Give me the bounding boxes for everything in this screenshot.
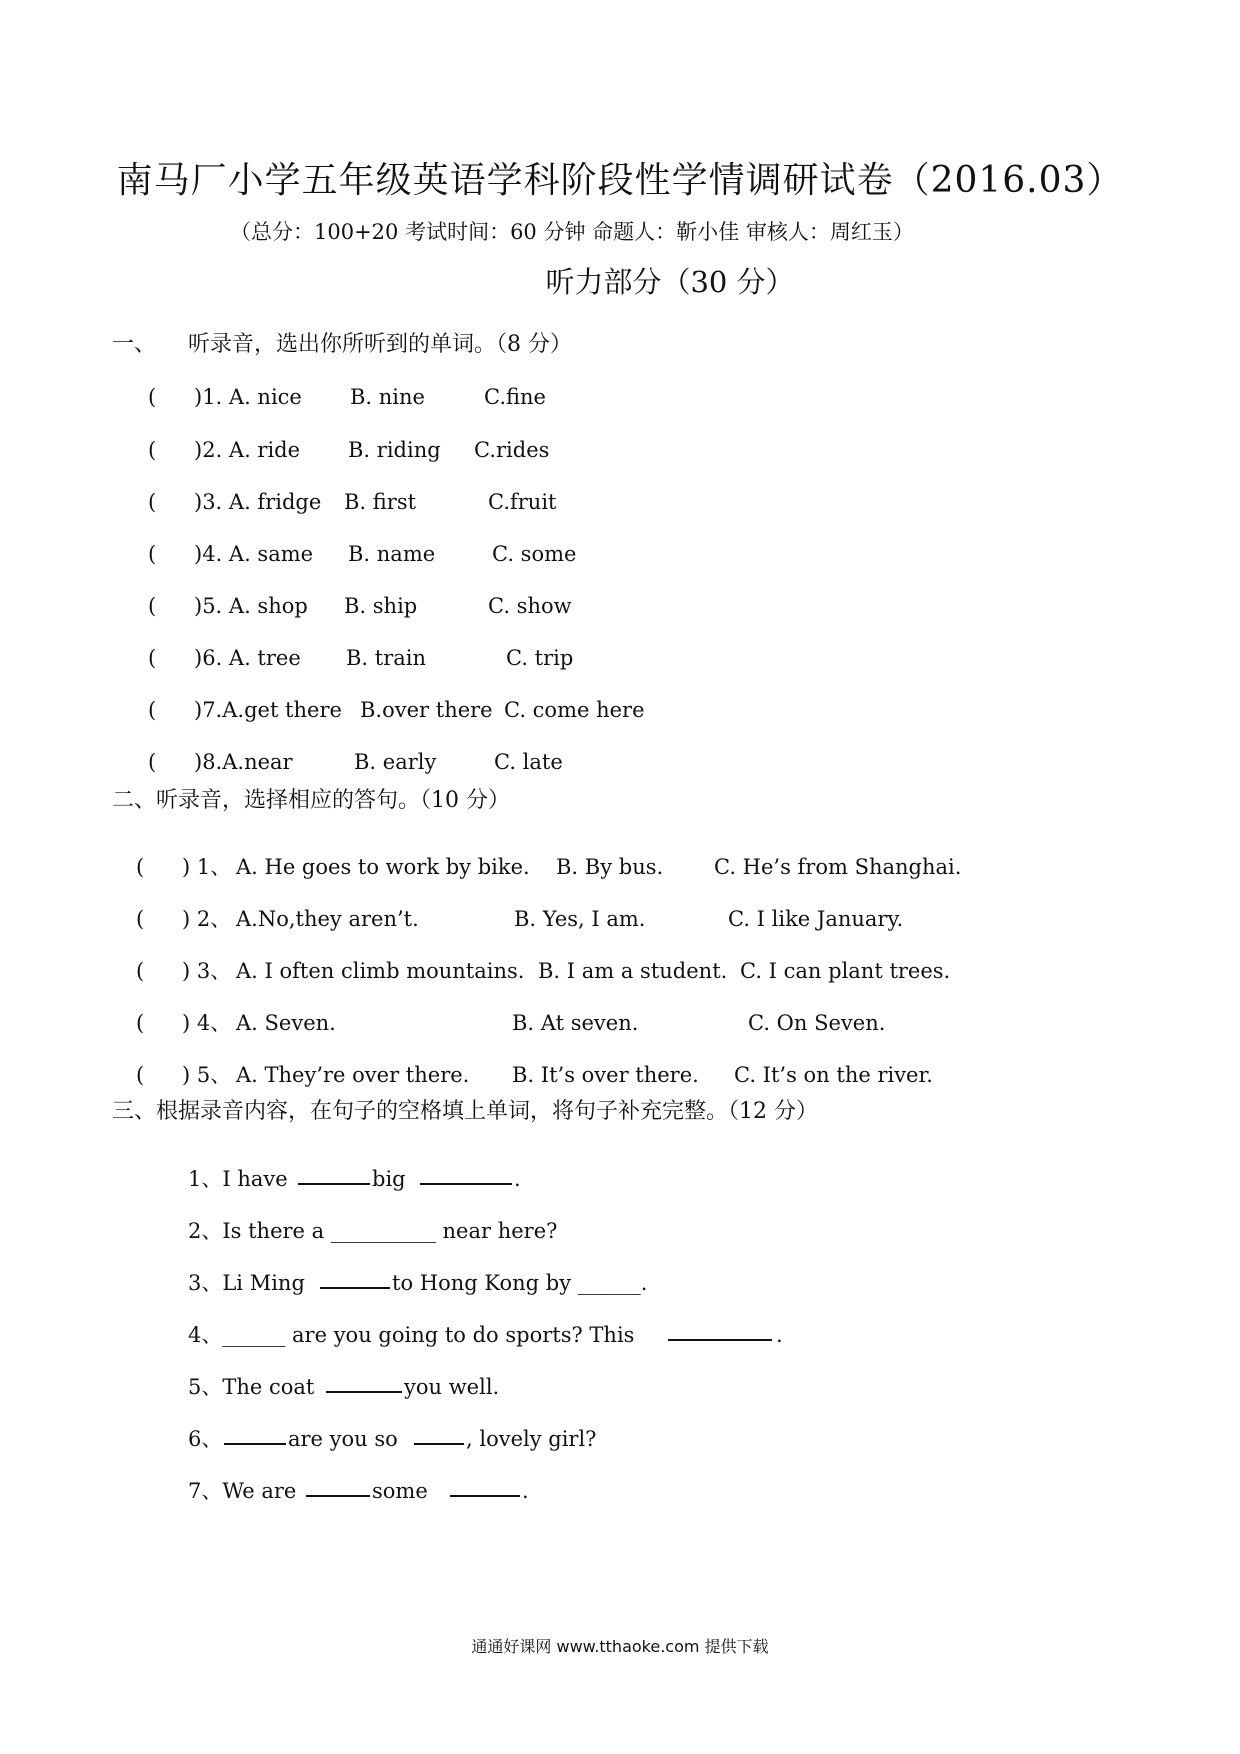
answer-bracket: ( (148, 490, 157, 514)
option-b: B. train (346, 646, 427, 670)
answer-bracket: ( (136, 959, 145, 983)
answer-bracket: ( (148, 594, 157, 618)
option-b: B. Yes, I am. (514, 907, 646, 931)
answer-bracket: ( (136, 907, 145, 931)
option-b: B. I am a student. (538, 959, 728, 983)
sentence-text: big (372, 1167, 406, 1191)
part1-item (148, 538, 848, 570)
option-a: A. Seven. (236, 1011, 336, 1035)
part2-item (136, 955, 996, 987)
option-b: B. name (348, 542, 436, 566)
option-c: C. some (492, 542, 577, 566)
answer-blank[interactable] (326, 1371, 402, 1393)
fill-blank-item (188, 1475, 888, 1507)
sentence-text: 1、I have (188, 1167, 288, 1191)
answer-blank[interactable] (320, 1267, 390, 1289)
answer-bracket: ( (136, 855, 145, 879)
part1-item (148, 642, 848, 674)
fill-blank-item (188, 1371, 888, 1403)
option-b: B. first (344, 490, 417, 514)
fill-blank-item (188, 1423, 888, 1455)
sentence-text: . (776, 1323, 783, 1347)
fill-blank-item (188, 1319, 888, 1351)
answer-bracket: ( (148, 385, 157, 409)
option-b: B. By bus. (556, 855, 664, 879)
part2-item (136, 1007, 996, 1039)
item-number: ) 5、 (182, 1063, 232, 1087)
part1-item (148, 381, 848, 413)
option-a: )8.A.near (194, 750, 293, 774)
answer-bracket: ( (148, 646, 157, 670)
item-number: ) 1、 (182, 855, 232, 879)
sentence-text: you well. (404, 1375, 500, 1399)
part1-item (148, 746, 848, 778)
answer-blank[interactable] (298, 1163, 370, 1185)
option-b: B. nine (350, 385, 425, 409)
sentence-text: 2、Is there a __________ near here? (188, 1219, 558, 1243)
option-b: B. early (354, 750, 437, 774)
sentence-text: 6、 (188, 1427, 223, 1451)
option-a: )6. A. tree (194, 646, 301, 670)
answer-blank[interactable] (668, 1319, 772, 1341)
option-a: A. He goes to work by bike. (236, 855, 530, 879)
answer-bracket: ( (136, 1063, 145, 1087)
sentence-text: to Hong Kong by ______. (392, 1271, 648, 1295)
option-b: B. It’s over there. (512, 1063, 699, 1087)
part1-heading-text: 听录音，选出你所听到的单词。（8 分） (188, 332, 572, 357)
option-b: B. riding (348, 438, 441, 462)
option-a: )7.A.get there (194, 698, 342, 722)
option-c: C. I like January. (728, 907, 904, 931)
option-c: C.fine (484, 385, 546, 409)
item-number: ) 4、 (182, 1011, 232, 1035)
exam-subtitle: （总分：100+20 考试时间：60 分钟 命题人：靳小佳 审核人：周红玉） (230, 220, 914, 244)
part1-heading-number: 一、 (112, 332, 157, 357)
option-c: C. I can plant trees. (740, 959, 951, 983)
sentence-text: 4、______ are you going to do sports? This (188, 1323, 635, 1347)
answer-bracket: ( (148, 750, 157, 774)
answer-bracket: ( (148, 438, 157, 462)
answer-blank[interactable] (224, 1423, 286, 1445)
option-a: )1. A. nice (194, 385, 302, 409)
sentence-text: 3、Li Ming (188, 1271, 305, 1295)
part1-heading (112, 330, 572, 360)
sentence-text: . (522, 1479, 529, 1503)
option-a: A.No,they aren’t. (236, 907, 419, 931)
item-number: ) 2、 (182, 907, 232, 931)
part2-heading: 二、听录音，选择相应的答句。（10 分） (112, 788, 510, 813)
sentence-text: 7、We are (188, 1479, 297, 1503)
option-a: A. They’re over there. (236, 1063, 470, 1087)
option-c: C. trip (506, 646, 574, 670)
part1-item (148, 486, 848, 518)
option-a: )4. A. same (194, 542, 314, 566)
part1-item (148, 434, 848, 466)
part2-item (136, 903, 996, 935)
option-a: )2. A. ride (194, 438, 301, 462)
sentence-text: some (372, 1479, 428, 1503)
answer-bracket: ( (136, 1011, 145, 1035)
option-a: )3. A. fridge (194, 490, 322, 514)
part1-item (148, 590, 848, 622)
answer-blank[interactable] (450, 1475, 520, 1497)
footer-credit: 通通好课网 www.tthaoke.com 提供下载 (471, 1637, 769, 1656)
option-c: C. He’s from Shanghai. (714, 855, 962, 879)
answer-blank[interactable] (414, 1423, 464, 1445)
option-a: )5. A. shop (194, 594, 308, 618)
option-b: B. At seven. (512, 1011, 639, 1035)
part1-item (148, 694, 848, 726)
part2-item (136, 1059, 996, 1091)
exam-title: 南马厂小学五年级英语学科阶段性学情调研试卷（2016.03） (116, 160, 1124, 201)
option-b: B. ship (344, 594, 418, 618)
answer-blank[interactable] (420, 1163, 512, 1185)
option-c: C. It’s on the river. (734, 1063, 933, 1087)
option-c: C.rides (474, 438, 550, 462)
sentence-text: are you so (288, 1427, 398, 1451)
option-c: C. late (494, 750, 563, 774)
answer-bracket: ( (148, 542, 157, 566)
option-b: B.over there (360, 698, 493, 722)
sentence-text: . (514, 1167, 521, 1191)
option-a: A. I often climb mountains. (236, 959, 525, 983)
sentence-text: , lovely girl? (466, 1427, 597, 1451)
answer-bracket: ( (148, 698, 157, 722)
option-c: C.fruit (488, 490, 557, 514)
fill-blank-item (188, 1215, 888, 1247)
sentence-text: 5、The coat (188, 1375, 315, 1399)
option-c: C. come here (504, 698, 645, 722)
option-c: C. On Seven. (748, 1011, 886, 1035)
part2-item (136, 851, 996, 883)
part3-heading: 三、根据录音内容，在句子的空格填上单词，将句子补充完整。（12 分） (112, 1099, 818, 1124)
fill-blank-item (188, 1267, 888, 1299)
item-number: ) 3、 (182, 959, 232, 983)
option-c: C. show (488, 594, 572, 618)
fill-blank-item (188, 1163, 888, 1195)
section-title: 听力部分（30 分） (545, 265, 795, 299)
answer-blank[interactable] (306, 1475, 370, 1497)
